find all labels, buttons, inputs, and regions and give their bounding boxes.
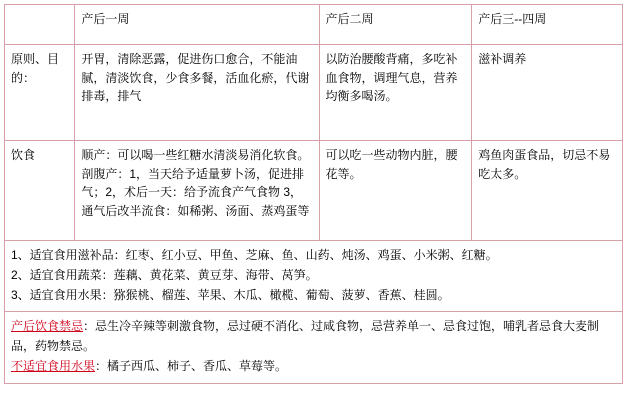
diet-week1 bbox=[75, 141, 319, 241]
table-header-row bbox=[5, 5, 623, 45]
ban-text-diet-taboo: ：忌生冷辛辣等刺激食物，忌过硬不消化、过咸食物，忌营养单一、忌食过饱，哺乳者忌食大麦制品，药物禁忌。 bbox=[11, 319, 600, 354]
diet-week1-line-1: 顺产：可以喝一些红糖水清淡易消化软食。 bbox=[81, 148, 310, 162]
header-week1: 产后一周 bbox=[75, 5, 319, 45]
postpartum-diet-table bbox=[4, 4, 623, 241]
diet-week1-line-2: 剖腹产：1，当天给予适量萝卜汤，促进排气；2，术后一天：给予流食产气食物 3， bbox=[81, 166, 305, 200]
row-label-diet: 饮食 bbox=[5, 141, 75, 241]
ban-text-fruit-taboo: ：橘子西瓜、柿子、香瓜、草莓等。 bbox=[95, 358, 288, 373]
note-line-3: 3、适宜食用水果：猕猴桃、榴莲、苹果、木瓜、橄榄、葡萄、菠萝、香蕉、桂圆。 bbox=[11, 287, 450, 302]
ban-line-1 bbox=[11, 317, 616, 357]
row-label-principle: 原则、目的： bbox=[5, 45, 75, 141]
recommended-foods-block bbox=[4, 241, 623, 312]
principle-week1: 开胃，清除恶露，促进伤口愈合，不能油腻，清淡饮食，少食多餐，活血化瘀，代谢排毒，排气 bbox=[75, 45, 319, 141]
diet-week34: 鸡鱼肉蛋食品，切忌不易吃太多。 bbox=[472, 141, 623, 241]
principle-week34: 滋补调养 bbox=[472, 45, 623, 141]
header-week34: 产后三--四周 bbox=[472, 5, 623, 45]
note-line-1: 1、适宜食用滋补品：红枣、红小豆、甲鱼、芝麻、鱼、山药、炖汤、鸡蛋、小米粥、红糖。 bbox=[11, 248, 498, 262]
table-row bbox=[5, 141, 623, 241]
ban-label-diet-taboo: 产后饮食禁忌 bbox=[11, 319, 84, 334]
header-week2: 产后二周 bbox=[319, 5, 472, 45]
diet-week2: 可以吃一些动物内脏，腰花等。 bbox=[319, 141, 472, 241]
header-corner-cell bbox=[5, 5, 75, 45]
ban-line-2 bbox=[11, 357, 616, 377]
forbidden-foods-block bbox=[4, 312, 623, 383]
principle-week2: 以防治腰酸背痛，多吃补血食物，调理气息，营养均衡多喝汤。 bbox=[319, 45, 472, 141]
diet-week1-line-3: 通气后改半流食：如稀粥、汤面、蒸鸡蛋等 bbox=[81, 203, 310, 218]
table-row bbox=[5, 45, 623, 141]
note-line-2: 2、适宜食用蔬菜：莲藕、黄花菜、黄豆芽、海带、莴笋。 bbox=[11, 267, 318, 282]
ban-label-fruit-taboo: 不适宜食用水果 bbox=[11, 358, 96, 373]
